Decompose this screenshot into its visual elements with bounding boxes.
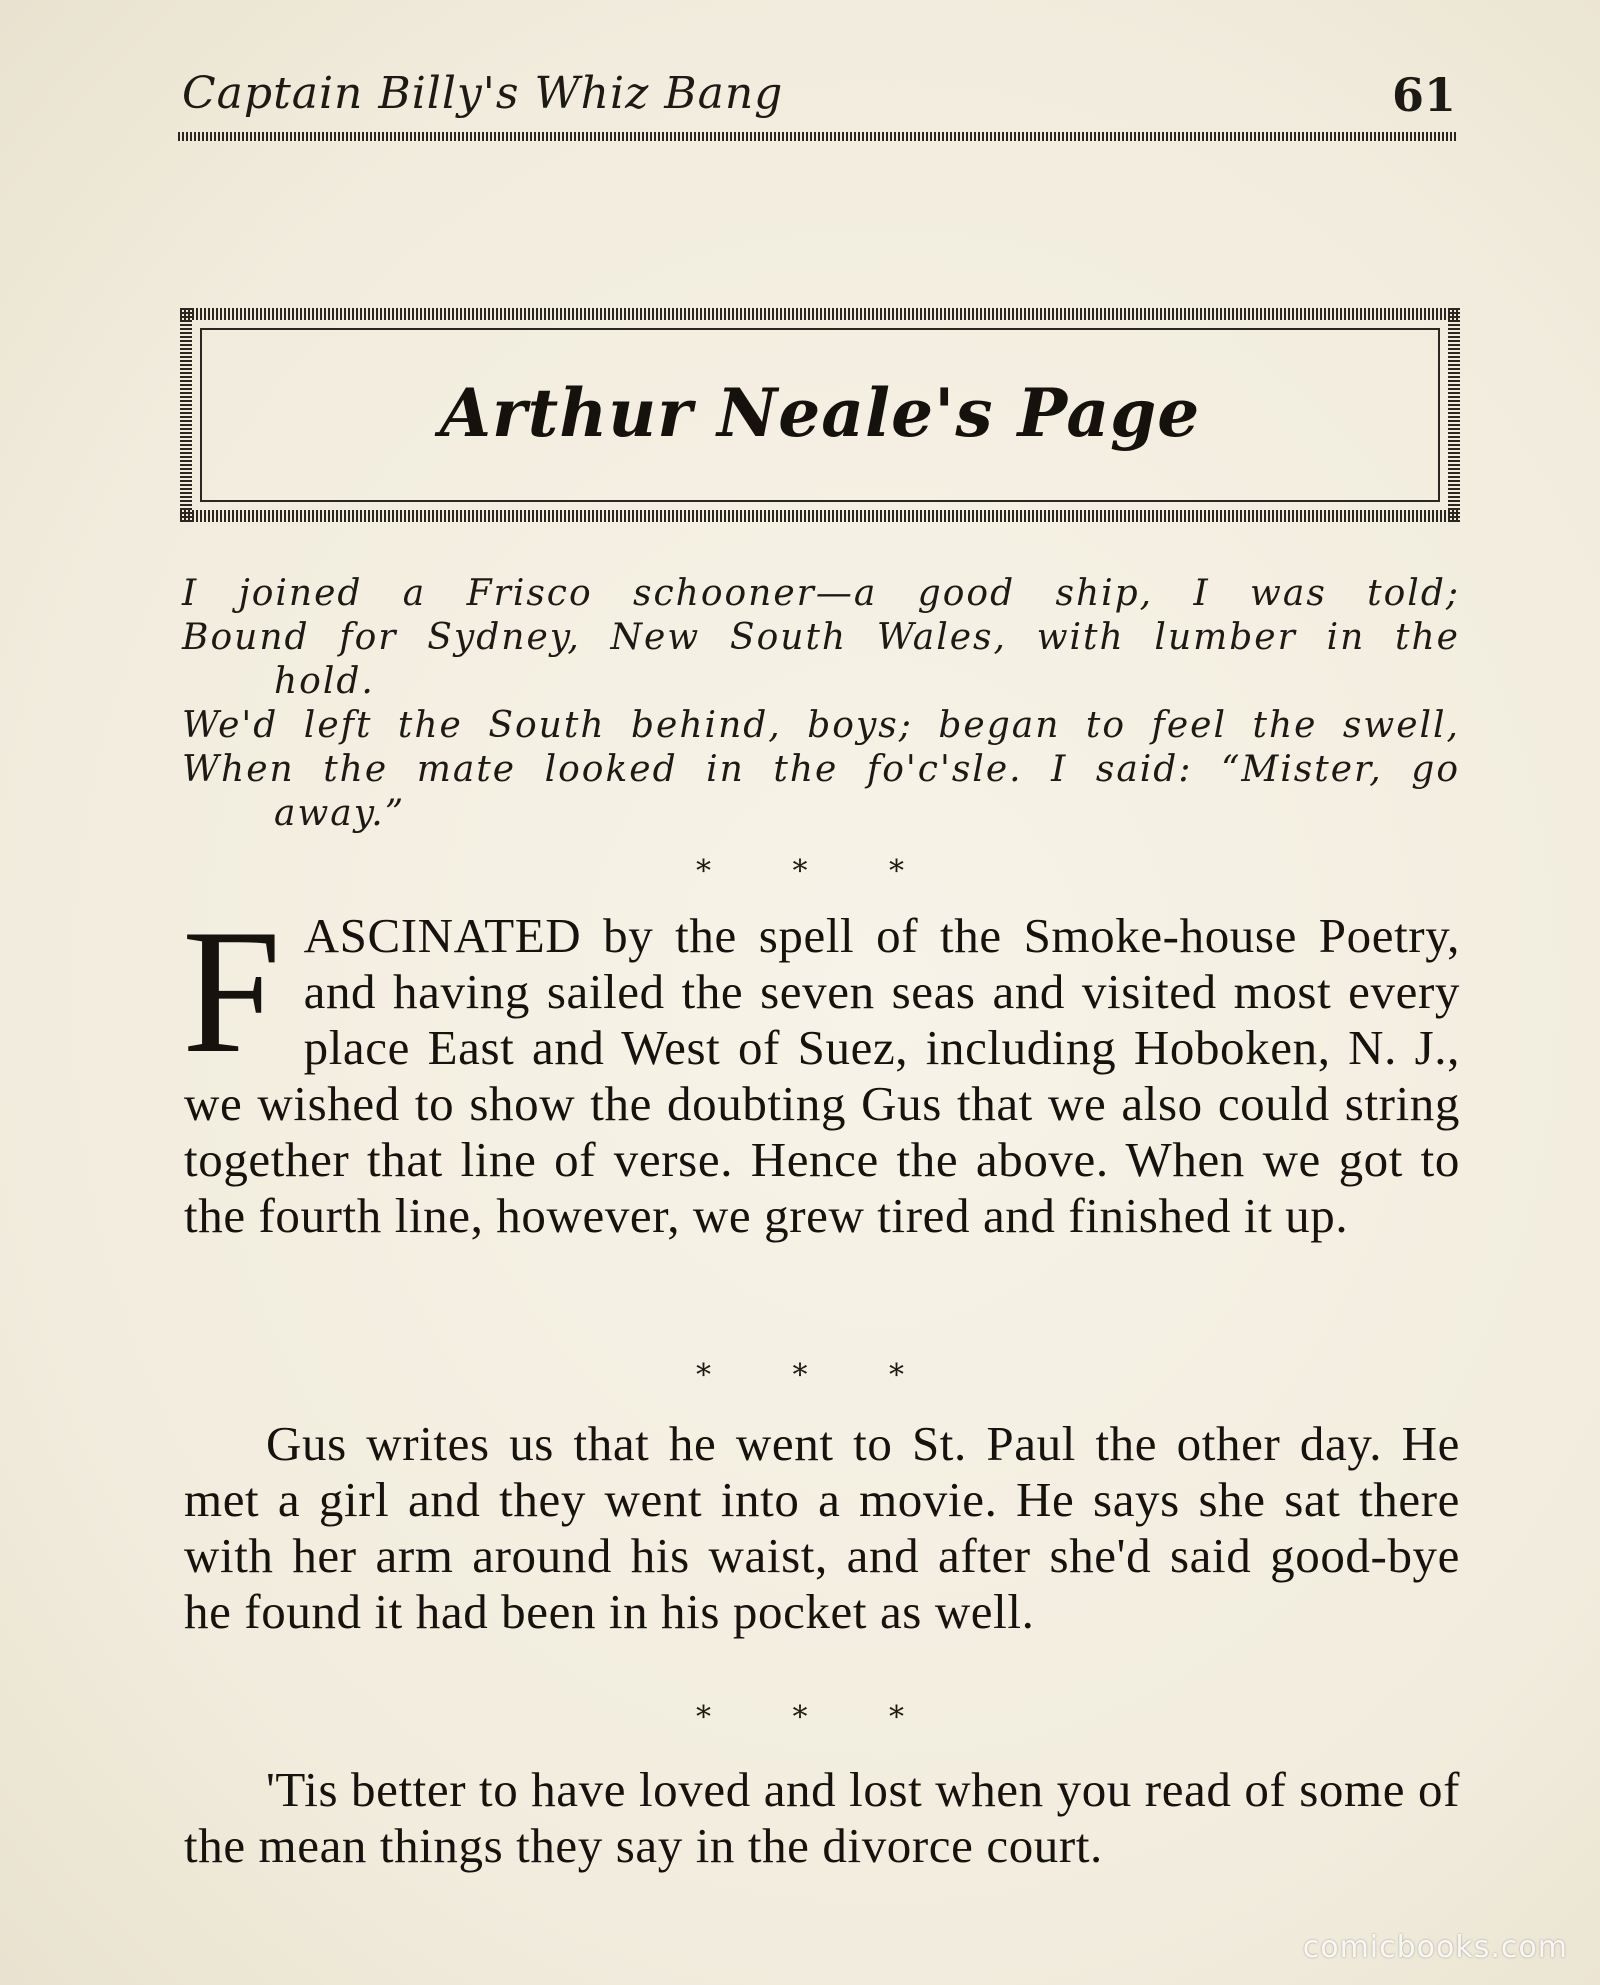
page-title: Arthur Neale's Page: [439, 374, 1201, 452]
poem-line: I joined a Frisco schooner—a good ship, I was told;: [182, 573, 1460, 614]
paragraph-1-text: ASCINATED by the spell of the Smoke-house Poetry, and having sailed the seven seas and visited most every place East and West of Suez, including Hoboken, N. J., we wished to show the doubting Gus that we also could string together that line of verse. Hence the above. When we got to the fourth line, however, we grew tired and finished it up.: [184, 908, 1460, 1243]
poem: [182, 572, 1460, 836]
paragraph-1: [182, 892, 1460, 1244]
page-number: 61: [1391, 68, 1456, 122]
title-box-border-top: [180, 308, 1460, 320]
title-box: [180, 308, 1460, 522]
poem-line: We'd left the South behind, boys; began to feel the swell,: [182, 705, 1460, 746]
title-box-border-bottom: [180, 510, 1460, 522]
watermark: comicbooks.com: [1302, 1930, 1568, 1965]
poem-line: When the mate looked in the fo'c'sle. I said: “Mister, go: [182, 749, 1460, 790]
section-separator: * * *: [695, 854, 941, 889]
header-rule: [178, 132, 1458, 141]
running-title: Captain Billy's Whiz Bang: [182, 68, 784, 119]
section-separator: * * *: [695, 1700, 941, 1735]
section-separator: * * *: [695, 1358, 941, 1393]
poem-line-continuation: away.”: [274, 793, 406, 834]
paragraph-2: Gus writes us that he went to St. Paul the other day. He met a girl and they went into a movie. He says she sat there with her arm around his waist, and after she'd said good-bye he found it had been in his pocket as well.: [184, 1416, 1460, 1639]
paragraph-3: 'Tis better to have loved and lost when you read of some of the mean things they say in the divorce court.: [184, 1762, 1460, 1873]
running-header: [182, 68, 1460, 128]
drop-cap: F: [182, 892, 282, 1090]
poem-line-continuation: hold.: [274, 661, 375, 702]
poem-line: Bound for Sydney, New South Wales, with lumber in the: [182, 617, 1460, 658]
